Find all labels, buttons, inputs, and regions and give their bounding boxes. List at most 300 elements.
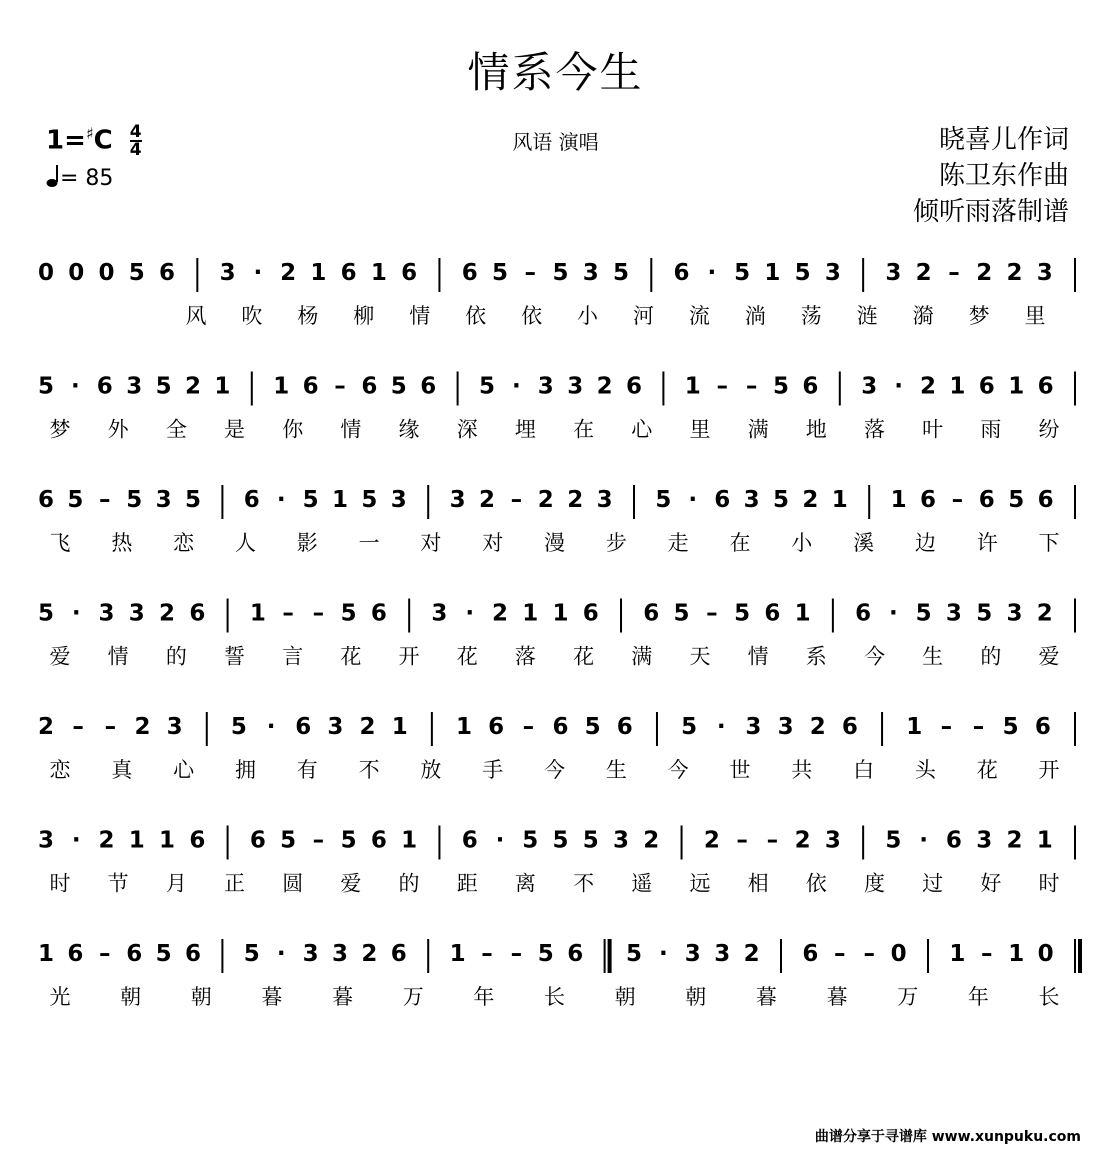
note-4-9: 3 xyxy=(327,714,344,740)
lyricist-credit: 晓喜儿作词 xyxy=(938,125,1069,155)
lyric-0-7: 小 xyxy=(577,304,599,328)
note-1-12: 5 xyxy=(390,373,407,400)
lyric-4-13: 白 xyxy=(853,758,875,782)
note-4-28: – xyxy=(940,714,953,740)
note-0-26: 3 xyxy=(824,260,841,286)
note-2-17: 2 xyxy=(537,487,554,513)
note-4-16: 6 xyxy=(552,714,569,740)
note-3-31: 5 xyxy=(976,600,993,627)
note-1-33: 1 xyxy=(1008,373,1025,400)
note-6-22: 3 xyxy=(684,941,701,967)
note-1-11: 6 xyxy=(361,373,378,400)
lyric-1-1: 外 xyxy=(107,417,129,442)
note-2-9: 5 xyxy=(302,487,319,513)
note-2-14: 3 xyxy=(449,487,466,513)
note-3-30: 3 xyxy=(945,600,962,627)
note-6-21: · xyxy=(659,941,668,967)
lyric-4-7: 手 xyxy=(482,758,504,782)
lyric-0-1: 吹 xyxy=(241,304,263,328)
lyric-1-4: 你 xyxy=(282,417,304,442)
tempo-value: = 85 xyxy=(60,166,114,191)
note-6-1: 6 xyxy=(67,941,84,967)
note-4-6: 5 xyxy=(230,714,247,740)
note-5-8: 5 xyxy=(280,827,297,854)
note-1-16: · xyxy=(512,373,521,400)
note-4-11: 1 xyxy=(391,714,408,740)
lyric-5-16: 好 xyxy=(980,871,1002,896)
note-6-17: 5 xyxy=(537,941,554,967)
lyric-1-12: 满 xyxy=(747,417,769,442)
note-1-10: – xyxy=(334,373,346,400)
lyric-4-5: 不 xyxy=(358,758,380,782)
song-title: 情系今生 xyxy=(467,48,644,97)
note-5-30: 6 xyxy=(945,827,962,854)
note-3-13: 3 xyxy=(431,600,448,627)
lyric-4-4: 有 xyxy=(296,758,318,782)
note-6-34: 0 xyxy=(1037,941,1054,967)
note-1-22: 1 xyxy=(684,373,701,400)
lyric-4-11: 世 xyxy=(729,758,751,782)
note-3-3: 3 xyxy=(128,600,145,627)
lyric-0-14: 梦 xyxy=(968,304,990,328)
lyric-4-1: 真 xyxy=(111,758,133,782)
note-5-12: 1 xyxy=(401,827,418,854)
note-0-30: – xyxy=(948,260,960,286)
note-6-32: – xyxy=(981,941,993,967)
note-0-28: 3 xyxy=(885,260,902,286)
note-0-3: 5 xyxy=(128,260,145,286)
note-4-1: – xyxy=(72,714,84,740)
note-1-9: 6 xyxy=(302,373,319,400)
lyric-5-6: 的 xyxy=(398,871,420,896)
note-5-31: 3 xyxy=(976,827,993,854)
note-0-33: 3 xyxy=(1036,260,1053,286)
lyric-5-5: 爱 xyxy=(340,871,362,896)
note-6-9: 3 xyxy=(302,941,319,967)
note-3-18: 6 xyxy=(582,600,599,627)
note-0-9: 1 xyxy=(310,260,327,286)
lyric-5-10: 遥 xyxy=(631,871,653,896)
note-5-22: 2 xyxy=(703,827,720,854)
note-2-31: – xyxy=(951,487,964,513)
note-6-8: · xyxy=(276,941,286,967)
note-4-3: 2 xyxy=(134,714,151,740)
note-6-16: – xyxy=(510,941,523,967)
note-0-0: 0 xyxy=(37,260,55,286)
note-2-2: – xyxy=(99,487,111,513)
lyric-6-11: 暮 xyxy=(826,985,848,1009)
note-3-0: 5 xyxy=(37,600,55,627)
note-0-12: 6 xyxy=(401,260,418,286)
lyric-0-4: 情 xyxy=(409,304,431,328)
lyric-1-8: 埋 xyxy=(514,417,536,442)
lyric-2-16: 下 xyxy=(1038,531,1060,555)
lyric-2-1: 热 xyxy=(111,531,133,555)
note-4-27: 1 xyxy=(906,714,923,740)
lyric-3-16: 的 xyxy=(980,644,1002,669)
note-5-15: · xyxy=(495,827,505,854)
lyric-4-8: 今 xyxy=(544,758,565,782)
lyric-6-0: 光 xyxy=(49,985,71,1009)
note-3-33: 2 xyxy=(1036,600,1053,627)
note-5-25: 2 xyxy=(794,827,811,854)
lyric-1-9: 在 xyxy=(573,417,595,442)
note-1-28: 3 xyxy=(861,373,878,400)
note-6-18: 6 xyxy=(567,941,584,967)
footer-credit: 曲谱分享于寻谱库 www.xunpuku.com xyxy=(814,1129,1081,1145)
note-4-22: 3 xyxy=(745,714,762,740)
note-0-24: 1 xyxy=(764,260,781,286)
note-5-32: 2 xyxy=(1006,827,1023,854)
lyric-0-12: 涟 xyxy=(856,304,878,328)
note-0-4: 6 xyxy=(159,260,176,286)
note-4-14: 6 xyxy=(488,714,505,740)
note-0-15: 5 xyxy=(491,260,508,286)
lyric-5-3: 正 xyxy=(224,871,246,896)
lyric-5-8: 离 xyxy=(514,871,536,896)
note-6-29: 0 xyxy=(890,941,907,967)
note-5-28: 5 xyxy=(885,827,902,854)
lyric-1-6: 缘 xyxy=(398,417,420,442)
lyric-1-0: 梦 xyxy=(49,417,71,442)
note-5-33: 1 xyxy=(1036,827,1053,854)
note-5-7: 6 xyxy=(249,827,266,854)
note-3-29: 5 xyxy=(915,600,932,627)
lyric-5-14: 度 xyxy=(863,871,885,896)
lyric-3-11: 天 xyxy=(689,644,711,669)
note-1-24: – xyxy=(745,373,758,400)
lyric-0-13: 漪 xyxy=(912,304,934,328)
lyric-1-17: 纷 xyxy=(1038,417,1060,442)
note-6-15: – xyxy=(481,941,493,967)
note-4-23: 3 xyxy=(777,714,794,740)
note-2-32: 6 xyxy=(978,487,995,513)
note-0-1: 0 xyxy=(68,260,85,286)
note-6-3: 6 xyxy=(126,941,143,967)
note-2-10: 1 xyxy=(331,487,349,513)
note-1-23: – xyxy=(716,373,728,400)
note-0-31: 2 xyxy=(976,260,993,286)
singer-credit: 风语 演唱 xyxy=(512,130,599,154)
lyric-2-7: 对 xyxy=(482,531,504,555)
lyric-0-15: 里 xyxy=(1024,304,1046,328)
lyric-5-11: 远 xyxy=(689,871,711,896)
lyric-6-4: 暮 xyxy=(332,985,354,1009)
note-5-23: – xyxy=(736,827,748,854)
note-3-22: – xyxy=(706,600,718,627)
lyric-1-2: 全 xyxy=(165,417,187,442)
note-0-32: 2 xyxy=(1006,260,1023,286)
lyric-5-0: 时 xyxy=(49,871,71,896)
note-6-5: 6 xyxy=(184,941,202,967)
note-4-17: 5 xyxy=(584,714,601,740)
note-2-24: 3 xyxy=(743,487,760,513)
note-6-11: 2 xyxy=(361,941,378,967)
lyric-4-9: 生 xyxy=(605,758,627,782)
note-5-16: 5 xyxy=(522,827,539,854)
note-3-4: 2 xyxy=(159,600,176,627)
note-4-4: 3 xyxy=(166,714,183,740)
lyric-5-4: 圆 xyxy=(282,871,304,896)
note-2-33: 5 xyxy=(1008,487,1025,513)
note-1-19: 2 xyxy=(596,373,613,400)
lyric-2-14: 边 xyxy=(914,531,936,555)
note-1-4: 5 xyxy=(155,373,172,400)
note-1-2: 6 xyxy=(96,373,113,400)
note-0-25: 5 xyxy=(794,260,811,286)
note-0-29: 2 xyxy=(915,260,932,286)
note-1-34: 6 xyxy=(1037,373,1054,400)
note-5-19: 3 xyxy=(613,827,630,854)
lyric-3-4: 言 xyxy=(282,644,304,669)
note-3-1: · xyxy=(71,600,81,627)
lyric-0-10: 淌 xyxy=(744,304,766,328)
note-3-28: · xyxy=(889,600,898,627)
note-5-10: 5 xyxy=(340,827,357,854)
lyric-3-17: 爱 xyxy=(1038,644,1060,669)
lyric-0-2: 杨 xyxy=(297,304,319,328)
note-0-16: – xyxy=(524,260,536,286)
note-2-15: 2 xyxy=(478,487,496,513)
note-1-26: 6 xyxy=(802,373,819,400)
note-2-18: 2 xyxy=(567,487,584,513)
note-0-14: 6 xyxy=(461,260,478,286)
composer-credit: 陈卫东作曲 xyxy=(938,161,1069,191)
lyric-0-9: 流 xyxy=(688,304,710,328)
lyric-2-13: 溪 xyxy=(853,531,875,555)
lyric-6-14: 长 xyxy=(1038,985,1060,1009)
note-0-8: 2 xyxy=(280,260,297,286)
lyric-6-13: 年 xyxy=(967,985,989,1009)
note-5-26: 3 xyxy=(824,827,841,854)
note-0-23: 5 xyxy=(734,260,751,286)
lyric-6-12: 万 xyxy=(897,985,919,1009)
note-0-7: · xyxy=(253,260,263,286)
lyric-6-8: 朝 xyxy=(614,985,636,1009)
lyric-3-7: 花 xyxy=(456,644,478,669)
note-0-19: 5 xyxy=(613,260,630,286)
lyric-1-14: 落 xyxy=(863,417,885,442)
lyric-2-6: 对 xyxy=(420,531,442,555)
note-1-6: 1 xyxy=(214,373,231,400)
lyric-6-2: 朝 xyxy=(190,985,212,1009)
lyric-6-3: 暮 xyxy=(261,985,283,1009)
lyric-3-2: 的 xyxy=(165,644,187,669)
note-1-31: 1 xyxy=(949,373,966,400)
note-5-9: – xyxy=(312,827,325,854)
note-2-25: 5 xyxy=(772,487,790,513)
note-5-4: 1 xyxy=(159,827,176,854)
note-4-8: 6 xyxy=(295,714,312,740)
note-2-8: · xyxy=(276,487,286,513)
lyric-0-3: 柳 xyxy=(353,304,375,328)
note-4-13: 1 xyxy=(456,714,473,740)
note-3-32: 3 xyxy=(1006,600,1023,627)
lyric-6-1: 朝 xyxy=(120,985,142,1009)
note-2-21: 5 xyxy=(655,487,672,513)
note-5-14: 6 xyxy=(461,827,478,854)
lyric-4-0: 恋 xyxy=(49,758,71,782)
note-4-31: 6 xyxy=(1034,714,1051,740)
lyric-6-6: 年 xyxy=(473,985,495,1009)
lyric-5-13: 依 xyxy=(805,871,827,896)
note-3-9: – xyxy=(312,600,325,627)
lyric-3-13: 系 xyxy=(805,644,827,669)
lyric-4-16: 开 xyxy=(1038,758,1060,782)
note-6-0: 1 xyxy=(37,941,55,967)
note-3-16: 1 xyxy=(522,600,539,627)
lyric-5-7: 距 xyxy=(456,871,478,896)
sharp-sign: ♯ xyxy=(85,124,94,143)
note-3-17: 1 xyxy=(552,600,569,627)
lyric-2-0: 飞 xyxy=(49,531,71,555)
note-4-15: – xyxy=(522,714,535,740)
lyric-4-6: 放 xyxy=(420,758,442,782)
note-3-24: 6 xyxy=(764,600,781,627)
note-4-10: 2 xyxy=(359,714,376,740)
key-note: C xyxy=(93,125,113,156)
note-1-13: 6 xyxy=(420,373,437,400)
lyric-6-5: 万 xyxy=(402,985,424,1009)
note-4-18: 6 xyxy=(616,714,633,740)
lyric-2-4: 影 xyxy=(296,531,318,555)
note-3-11: 6 xyxy=(370,600,387,627)
note-1-15: 5 xyxy=(478,373,496,400)
lyric-1-3: 是 xyxy=(224,417,246,442)
note-4-25: 6 xyxy=(841,714,858,740)
note-6-27: – xyxy=(834,941,846,967)
note-3-20: 6 xyxy=(643,600,660,627)
lyric-3-14: 今 xyxy=(863,644,885,669)
note-6-4: 5 xyxy=(155,941,172,967)
note-6-12: 6 xyxy=(390,941,407,967)
note-4-29: – xyxy=(972,714,985,740)
note-5-20: 2 xyxy=(643,827,660,854)
note-2-4: 3 xyxy=(155,487,172,513)
note-5-1: · xyxy=(71,827,81,854)
lyric-3-8: 落 xyxy=(514,644,536,669)
lyric-6-9: 朝 xyxy=(685,985,707,1009)
lyric-2-9: 步 xyxy=(605,531,627,555)
note-1-17: 3 xyxy=(537,373,554,400)
lyric-1-11: 里 xyxy=(689,417,711,442)
lyric-0-11: 荡 xyxy=(800,304,822,328)
note-1-1: · xyxy=(71,373,80,400)
note-5-17: 5 xyxy=(552,827,569,854)
note-1-20: 6 xyxy=(625,373,643,400)
note-1-25: 5 xyxy=(772,373,790,400)
note-5-24: – xyxy=(766,827,779,854)
lyric-2-11: 在 xyxy=(729,531,751,555)
note-0-21: 6 xyxy=(673,260,690,286)
lyric-1-10: 心 xyxy=(631,417,653,442)
note-5-2: 2 xyxy=(98,827,115,854)
transcriber-credit: 倾听雨落制谱 xyxy=(912,197,1069,227)
lyric-0-5: 依 xyxy=(465,304,487,328)
note-6-14: 1 xyxy=(449,941,466,967)
lyric-1-5: 情 xyxy=(340,417,362,442)
lyric-3-9: 花 xyxy=(573,644,595,669)
lyric-4-15: 花 xyxy=(976,758,998,782)
key-prefix: 1= xyxy=(46,125,86,156)
note-0-11: 1 xyxy=(370,260,387,286)
note-1-5: 2 xyxy=(184,373,202,400)
note-3-5: 6 xyxy=(189,600,206,627)
lyric-3-12: 情 xyxy=(747,644,769,669)
note-6-26: 6 xyxy=(802,941,819,967)
lyric-5-17: 时 xyxy=(1038,871,1060,896)
note-2-7: 6 xyxy=(243,487,260,513)
lyric-1-15: 叶 xyxy=(922,417,944,442)
note-4-7: · xyxy=(266,714,276,740)
lyric-4-14: 头 xyxy=(914,758,936,782)
note-5-0: 3 xyxy=(37,827,55,854)
note-2-34: 6 xyxy=(1037,487,1054,513)
lyric-5-2: 月 xyxy=(165,871,187,896)
lyric-5-1: 节 xyxy=(107,871,129,896)
note-6-24: 2 xyxy=(743,941,760,967)
note-2-23: 6 xyxy=(714,487,731,513)
lyric-3-15: 生 xyxy=(922,644,944,669)
note-3-14: · xyxy=(465,600,475,627)
note-0-18: 3 xyxy=(582,260,599,286)
note-5-3: 1 xyxy=(128,827,145,854)
note-5-11: 6 xyxy=(370,827,387,854)
note-2-27: 1 xyxy=(831,487,848,513)
note-2-19: 3 xyxy=(596,487,613,513)
note-4-20: 5 xyxy=(681,714,698,740)
lyric-1-7: 深 xyxy=(456,417,478,442)
note-6-33: 1 xyxy=(1008,941,1025,967)
time-numerator: 4 xyxy=(129,122,142,143)
note-3-15: 2 xyxy=(491,600,508,627)
note-4-2: – xyxy=(104,714,117,740)
lyric-2-12: 小 xyxy=(791,531,813,555)
lyric-5-15: 过 xyxy=(922,871,944,896)
lyric-3-0: 爱 xyxy=(49,644,71,669)
lyric-4-10: 今 xyxy=(667,758,689,782)
note-2-0: 6 xyxy=(37,487,55,513)
note-3-21: 5 xyxy=(673,600,690,627)
note-1-8: 1 xyxy=(273,373,290,400)
note-2-3: 5 xyxy=(126,487,143,513)
lyric-2-10: 走 xyxy=(667,531,689,555)
note-3-27: 6 xyxy=(855,600,872,627)
note-1-3: 3 xyxy=(126,373,143,400)
lyric-3-3: 誓 xyxy=(224,644,246,669)
note-1-30: 2 xyxy=(919,373,937,400)
note-0-6: 3 xyxy=(219,260,236,286)
note-6-31: 1 xyxy=(949,941,966,967)
note-3-25: 1 xyxy=(794,600,811,627)
note-2-22: · xyxy=(688,487,698,513)
lyric-2-5: 一 xyxy=(358,531,380,555)
note-0-10: 6 xyxy=(340,260,357,286)
note-3-7: 1 xyxy=(249,600,266,627)
note-2-29: 1 xyxy=(890,487,907,513)
lyric-4-3: 拥 xyxy=(234,758,256,782)
lyric-2-15: 许 xyxy=(976,531,998,555)
note-6-23: 3 xyxy=(714,941,731,967)
note-6-10: 3 xyxy=(331,941,349,967)
lyric-4-2: 心 xyxy=(173,758,195,782)
note-2-12: 3 xyxy=(390,487,407,513)
lyric-2-8: 漫 xyxy=(544,531,565,555)
note-1-32: 6 xyxy=(978,373,995,400)
note-4-24: 2 xyxy=(809,714,826,740)
note-2-16: – xyxy=(510,487,523,513)
lyric-0-6: 依 xyxy=(521,304,543,328)
